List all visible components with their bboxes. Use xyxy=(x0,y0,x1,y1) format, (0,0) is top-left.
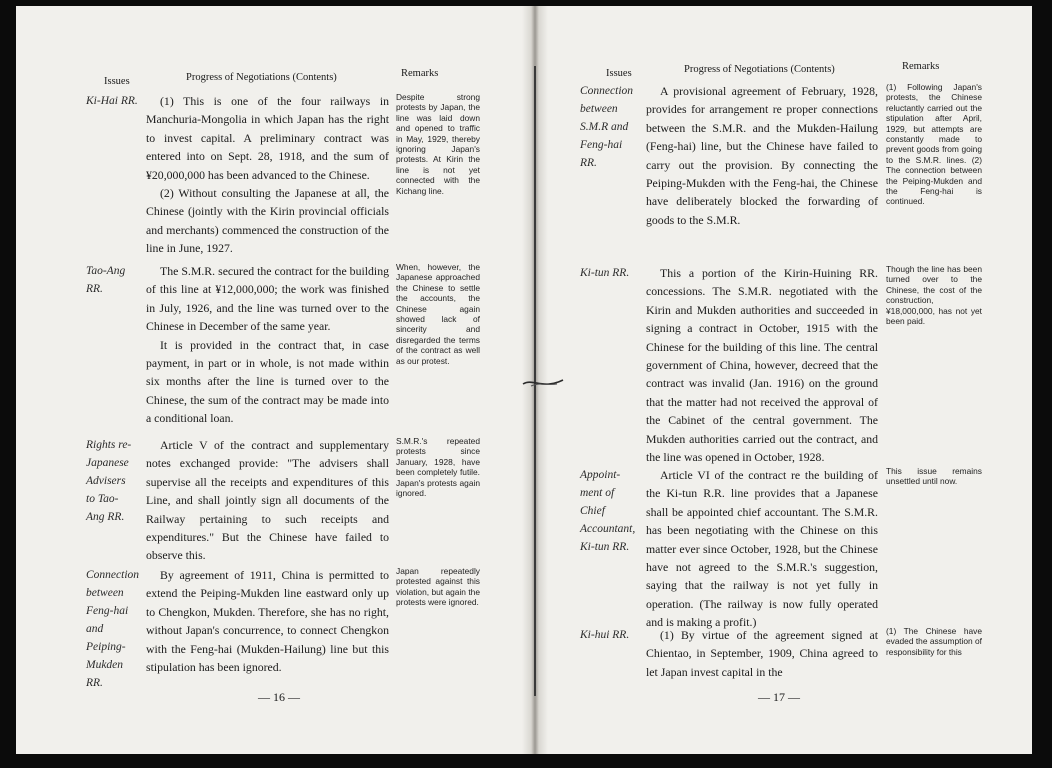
issue-line: Tao-Ang xyxy=(86,265,126,277)
issue-line: Ki-tun RR. xyxy=(580,541,630,553)
right-page xyxy=(556,6,1032,754)
issue-line: to Tao- xyxy=(86,493,119,505)
progress-header: Progress of Negotiations (Contents) xyxy=(684,64,835,75)
issue-line: Chief xyxy=(580,505,605,517)
issue-line: RR. xyxy=(86,677,103,689)
issue-label xyxy=(86,262,125,298)
issue-line: Rights re- xyxy=(86,439,132,451)
progress-text xyxy=(146,566,389,676)
issue-label xyxy=(86,436,131,526)
issue-line: Peiping- xyxy=(86,641,126,653)
remarks-header: Remarks xyxy=(902,61,940,72)
issue-line: Japanese xyxy=(86,457,129,469)
book-spread xyxy=(16,6,1032,754)
issue-line: Mukden xyxy=(86,659,124,671)
issue-line: Feng-hai xyxy=(86,605,129,617)
remark-text: Though the line has been turned over to the Chinese, the cost of the construction, ¥18,000,000, has not yet been paid. xyxy=(886,264,982,327)
issue-label xyxy=(580,82,633,172)
progress-text xyxy=(146,436,389,565)
remarks-header: Remarks xyxy=(401,68,439,79)
progress-paragraph: (1) By virtue of the agreement signed at Chientao, in September, 1909, China agreed to let Japan invest capital in the xyxy=(646,628,878,679)
issue-line: and xyxy=(86,623,104,635)
progress-paragraph: (2) Without consulting the Japanese at all, the Chinese (jointly with the Kirin provincial officials and merchants) commenced the construction of the line in June, 1927. xyxy=(146,186,389,256)
progress-paragraph: (1) This is one of the four railways in Manchuria-Mongolia in which Japan has the right to invest capital. A preliminary contract was entered into on Sept. 28, 1918, and the sum of ¥20,000,000 has been advanced to the Chinese. xyxy=(146,94,389,182)
remark-text: When, however, the Japanese approached the Chinese to settle the accounts, the Chinese again showed lack of sincerity and disregarded the terms of the contract as well as our protest. xyxy=(396,262,480,366)
progress-header: Progress of Negotiations (Contents) xyxy=(186,72,337,83)
issue-line: between xyxy=(86,587,124,599)
issue-line: Connection xyxy=(580,85,634,97)
issue-line: Appoint- xyxy=(580,469,621,481)
issue-line: ment of xyxy=(580,487,615,499)
issue-line: Ki-tun RR. xyxy=(580,267,630,279)
progress-text xyxy=(146,92,389,258)
issue-line: Ang RR. xyxy=(86,511,125,523)
progress-text xyxy=(646,466,878,632)
issue-line: Accountant, xyxy=(580,523,636,535)
progress-paragraph: Article V of the contract and supplementary notes exchanged provide: "The advisers shall supervise all the receipts and expenditures of this Line, and shall jointly sign all documents of the Railway pertaining to such receipts and expenditures." But the Chinese have failed to observe this. xyxy=(146,438,389,563)
progress-text xyxy=(146,262,389,428)
remark-text: S.M.R.'s repeated protests since January, 1928, have been completely futile. Japan's protests again ignored. xyxy=(396,436,480,499)
issue-line: Ki-Hai RR. xyxy=(86,95,138,107)
progress-paragraph: A provisional agreement of February, 1928, provides for arrangement re proper connections between the S.M.R. and the Mukden-Hailung (Feng-hai) line, but the Chinese have failed to carry out the provision. By connecting the Peiping-Mukden with the Feng-hai, the Chinese have deliberately blocked the forwarding of goods to the S.M.R. xyxy=(646,84,878,227)
issue-line: between xyxy=(580,103,618,115)
issues-header: Issues xyxy=(104,76,130,87)
remark-text: Despite strong protests by Japan, the line was laid down and opened to traffic in May, 1929, thereby ignoring Japan's protests. At Kirin the line is not yet connected with the Kichang line. xyxy=(396,92,480,196)
issue-line: RR. xyxy=(580,157,597,169)
progress-paragraph: The S.M.R. secured the contract for the building of this line at ¥12,000,000; the work was finished in July, 1926, and the line was turned over to the Chinese in December of the same year. xyxy=(146,264,389,334)
issue-label xyxy=(580,264,629,282)
issue-line: Feng-hai xyxy=(580,139,623,151)
progress-paragraph: By agreement of 1911, China is permitted to extend the Peiping-Mukden line eastward only up to Chengkon, Mukden. Therefore, she has no right, without Japan's concurrence, to connect Chengkon with the Feng-hai (Mukden-Hailung) line but this stipulation has been ignored. xyxy=(146,568,389,675)
issue-label xyxy=(86,566,139,692)
left-page xyxy=(16,6,516,754)
page-number-right: — 17 — xyxy=(758,690,800,704)
remark-text: Japan repeatedly protested against this violation, but again the protests were ignored. xyxy=(396,566,480,608)
issue-label xyxy=(580,466,635,556)
issues-header: Issues xyxy=(606,68,632,79)
issue-label xyxy=(580,626,629,644)
progress-paragraph: It is provided in the contract that, in case payment, in part or in whole, is not made within six months after the line is turned over to the Chinese, the sum of the contract may be made into a conditional loan. xyxy=(146,337,389,426)
remark-text: (1) The Chinese have evaded the assumption of responsibility for this xyxy=(886,626,982,657)
remark-text: This issue remains unsettled until now. xyxy=(886,466,982,487)
progress-paragraph: Article VI of the contract re the building of the Ki-tun R.R. line provides that a Japanese shall be appointed chief accountant. The S.M.R. has been negotiating with the Chinese on this matter ever since October, 1928, but the Chinese have not agreed to the S.M.R.'s suggestion, saying that the railway is not yet fully in operation. (The railway is now fully operated and is making a profit.) xyxy=(646,468,878,630)
progress-paragraph: This a portion of the Kirin-Huining RR. concessions. The S.M.R. negotiated with the Kirin and Mukden authorities and succeeded in signing a contract in October, 1915 with the Chinese for the building of this line. The central government of China, however, decreed that the contract was invalid (Jan. 1916) on the ground that the matter had not received the approval of the Cabinet of the central government. The Mukden authorities carried out the contract, and the line was opened in October, 1928. xyxy=(646,266,878,465)
issue-line: Ki-hui RR. xyxy=(580,629,630,641)
progress-text xyxy=(646,264,878,466)
issue-line: RR. xyxy=(86,283,103,295)
progress-text xyxy=(646,82,878,229)
issue-line: S.M.R and xyxy=(580,121,629,133)
page-number-left: — 16 — xyxy=(258,690,300,704)
progress-text xyxy=(646,626,878,681)
issue-line: Advisers xyxy=(86,475,126,487)
issue-label xyxy=(86,92,138,110)
remark-text: (1) Following Japan's protests, the Chinese reluctantly carried out the stipulation after April, 1929, but attempts are constantly made to prevent goods from going to the S.M.R. lines. (2) The connection between the Peiping-Mukden and the Feng-hai is continued. xyxy=(886,82,982,207)
issue-line: Connection xyxy=(86,569,140,581)
